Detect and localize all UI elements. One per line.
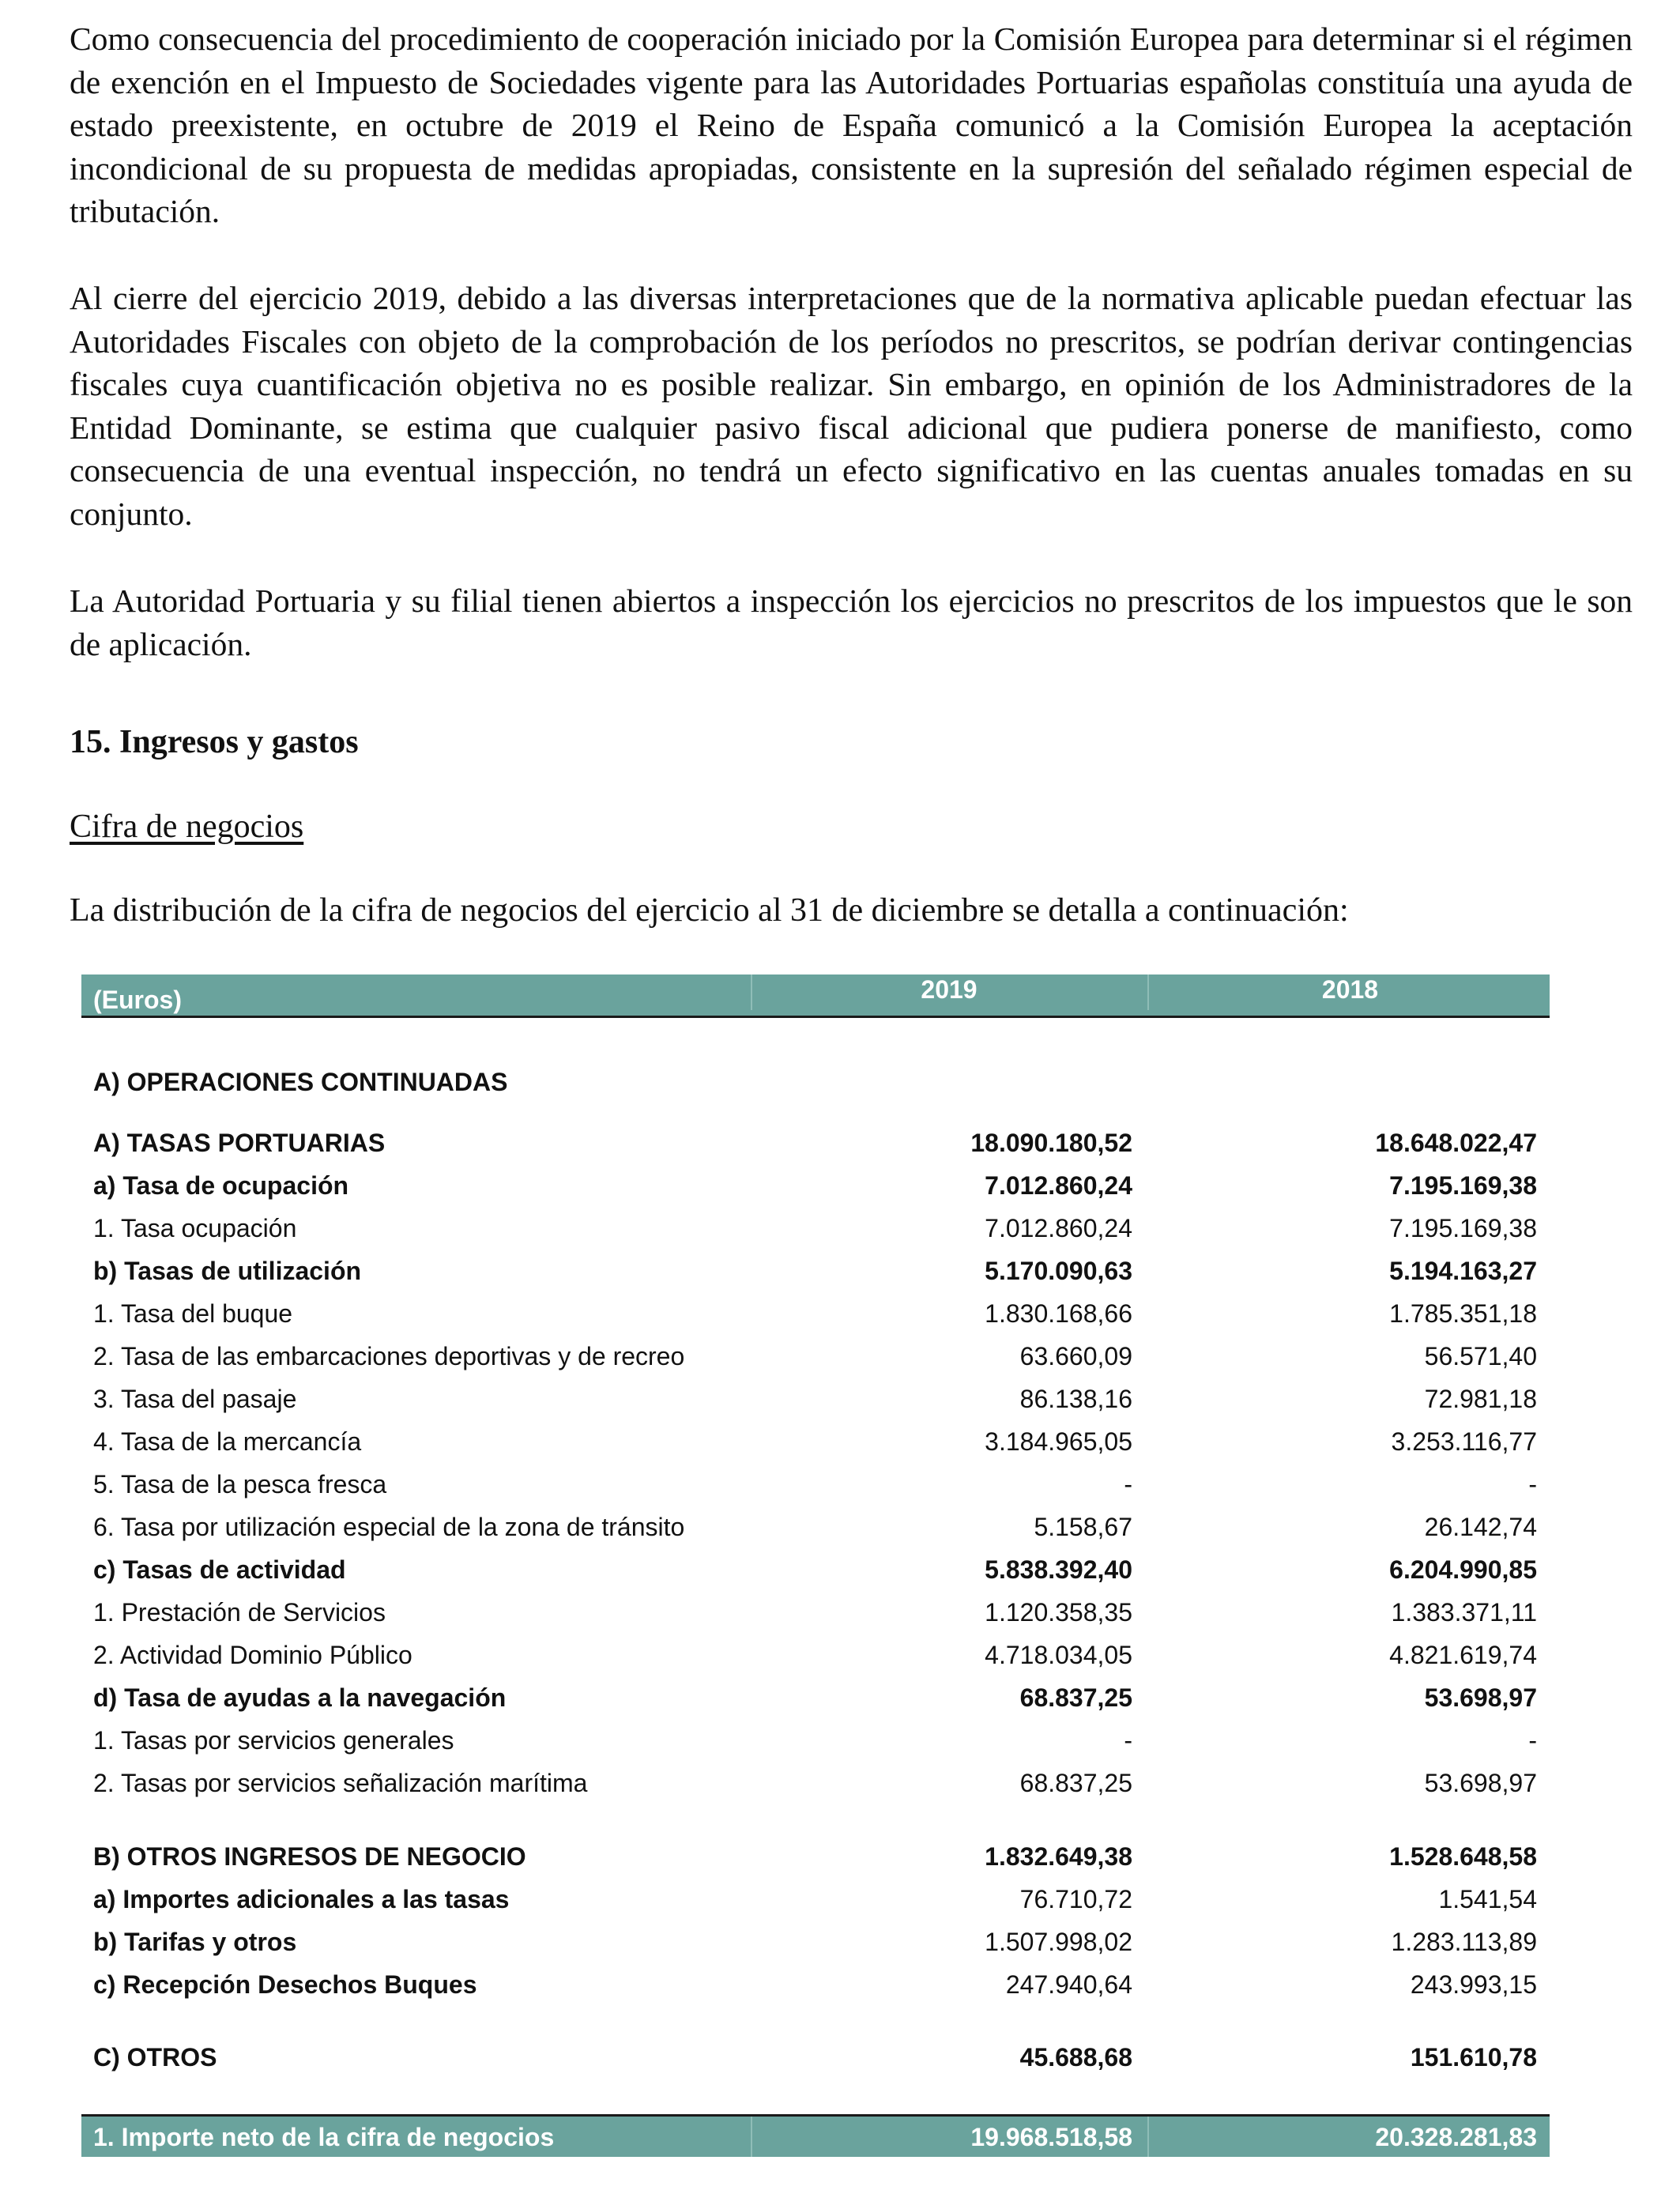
- row-value-2019: 1.832.649,38: [985, 1842, 1132, 1871]
- row-value-2019: -: [1124, 1470, 1132, 1498]
- row-label: A) OPERACIONES CONTINUADAS: [93, 1068, 508, 1096]
- table-row: [81, 1596, 1550, 1628]
- row-value-2019: 18.090.180,52: [970, 1129, 1132, 1157]
- table-row: [81, 1426, 1550, 1457]
- row-value-2019: 3.184.965,05: [985, 1427, 1132, 1456]
- row-value-2019: 5.838.392,40: [985, 1555, 1132, 1584]
- table-total-row: [81, 2114, 1550, 2157]
- row-label: 1. Prestación de Servicios: [93, 1598, 386, 1627]
- column-divider: [1147, 2117, 1149, 2157]
- row-label: 5. Tasa de la pesca fresca: [93, 1470, 387, 1498]
- paragraph-cooperation: Como consecuencia del procedimiento de cooperación iniciado por la Comisión Europea para determinar si el régimen de exención en el Impuesto de Sociedades vigente para las Autoridades Portuarias españolas constituía una ayuda de estado preexistente, en octubre de 2019 el Reino de España comunicó a la Comisión Europea la aceptación incondicional de su propuesta de medidas apropiadas, consistente en la supresión del señalado régimen especial de tributación.: [70, 21, 1633, 229]
- row-value-2018: 5.194.163,27: [1389, 1257, 1537, 1285]
- row-value-2018: 1.785.351,18: [1389, 1299, 1537, 1328]
- row-label: 1. Tasa ocupación: [93, 1214, 297, 1242]
- row-value-2019: -: [1124, 1726, 1132, 1755]
- table-row: [81, 1767, 1550, 1799]
- row-value-2019: 4.718.034,05: [985, 1641, 1132, 1669]
- table-row: [81, 1883, 1550, 1915]
- subheading: Cifra de negocios: [70, 809, 304, 845]
- header-units: (Euros): [93, 986, 182, 1014]
- row-value-2018: 72.981,18: [1424, 1385, 1537, 1413]
- row-value-2018: 53.698,97: [1424, 1769, 1537, 1797]
- row-value-2019: 7.012.860,24: [985, 1171, 1132, 1200]
- paragraph-inspection: La Autoridad Portuaria y su filial tienen abiertos a inspección los ejercicios no prescritos de los impuestos que le son de aplicación.: [70, 582, 1633, 662]
- row-label: 1. Tasas por servicios generales: [93, 1726, 454, 1755]
- row-label: C) OTROS: [93, 2043, 217, 2071]
- row-value-2018: 26.142,74: [1424, 1513, 1537, 1541]
- row-value-2018: 56.571,40: [1424, 1342, 1537, 1370]
- table-row: [81, 1841, 1550, 1872]
- row-value-2019: 76.710,72: [1019, 1885, 1132, 1913]
- total-label: 1. Importe neto de la cifra de negocios: [93, 2123, 555, 2151]
- row-label: d) Tasa de ayudas a la navegación: [93, 1683, 507, 1712]
- table-row: [81, 1255, 1550, 1287]
- row-value-2018: 6.204.990,85: [1389, 1555, 1537, 1584]
- column-divider: [751, 2117, 752, 2157]
- row-value-2018: 7.195.169,38: [1389, 1171, 1537, 1200]
- paragraph-fiscal-contingencies: Al cierre del ejercicio 2019, debido a las diversas interpretaciones que de la normativa aplicable puedan efectuar las Autoridades Fiscales con objeto de la comprobación de los períodos no prescritos, se podrían derivar contingencias fiscales cuya cuantificación objetiva no es posible realizar. Sin embargo, en opinión de los Administradores de la Entidad Dominante, se estima que cualquier pasivo fiscal adicional que pudiera ponerse de manifiesto, como consecuencia de una eventual inspección, no tendrá un efecto significativo en las cuentas anuales tomadas en su conjunto.: [70, 280, 1633, 532]
- row-value-2018: 1.541,54: [1438, 1885, 1537, 1913]
- header-year-2018: 2018: [1147, 974, 1551, 1010]
- row-value-2018: -: [1528, 1726, 1537, 1755]
- table-header: [81, 974, 1550, 1018]
- row-value-2019: 5.170.090,63: [985, 1257, 1132, 1285]
- row-value-2019: 68.837,25: [1019, 1683, 1132, 1712]
- table-row: [81, 1639, 1550, 1671]
- row-value-2018: 3.253.116,77: [1391, 1427, 1537, 1456]
- table-row: [81, 1066, 1550, 1098]
- total-value-2018: 20.328.281,83: [1375, 2123, 1537, 2151]
- row-label: 2. Tasas por servicios señalización marítima: [93, 1769, 588, 1797]
- row-value-2018: -: [1528, 1470, 1537, 1498]
- row-value-2018: 4.821.619,74: [1389, 1641, 1537, 1669]
- row-value-2019: 1.830.168,66: [985, 1299, 1132, 1328]
- row-label: a) Tasa de ocupación: [93, 1171, 349, 1200]
- row-label: a) Importes adicionales a las tasas: [93, 1885, 510, 1913]
- table-row: [81, 1554, 1550, 1585]
- section-heading: 15. Ingresos y gastos: [70, 724, 359, 760]
- row-label: 3. Tasa del pasaje: [93, 1385, 297, 1413]
- row-value-2019: 7.012.860,24: [985, 1214, 1132, 1242]
- table-row: [81, 1926, 1550, 1958]
- row-value-2018: 53.698,97: [1424, 1683, 1537, 1712]
- table-row: [81, 1383, 1550, 1415]
- table-row: [81, 1468, 1550, 1500]
- row-value-2018: 18.648.022,47: [1375, 1129, 1537, 1157]
- row-label: A) TASAS PORTUARIAS: [93, 1129, 386, 1157]
- row-value-2019: 5.158,67: [1034, 1513, 1132, 1541]
- row-value-2019: 63.660,09: [1019, 1342, 1132, 1370]
- row-label: c) Recepción Desechos Buques: [93, 1970, 477, 1999]
- row-value-2018: 7.195.169,38: [1389, 1214, 1537, 1242]
- table-row: [81, 1127, 1550, 1159]
- row-value-2019: 86.138,16: [1019, 1385, 1132, 1413]
- total-value-2019: 19.968.518,58: [970, 2123, 1132, 2151]
- row-label: B) OTROS INGRESOS DE NEGOCIO: [93, 1842, 526, 1871]
- table-row: [81, 1340, 1550, 1372]
- table-row: [81, 1725, 1550, 1756]
- row-value-2019: 247.940,64: [1005, 1970, 1132, 1999]
- row-label: 2. Actividad Dominio Público: [93, 1641, 412, 1669]
- row-label: 1. Tasa del buque: [93, 1299, 293, 1328]
- table-row: [81, 2041, 1550, 2073]
- revenue-table: [81, 974, 1550, 2151]
- row-label: 4. Tasa de la mercancía: [93, 1427, 362, 1456]
- row-value-2019: 45.688,68: [1019, 2043, 1132, 2071]
- table-row: [81, 1212, 1550, 1244]
- table-row: [81, 1170, 1550, 1201]
- table-intro: La distribución de la cifra de negocios del ejercicio al 31 de diciembre se detalla a continuación:: [70, 892, 1349, 929]
- row-value-2019: 68.837,25: [1019, 1769, 1132, 1797]
- row-value-2018: 1.283.113,89: [1391, 1928, 1537, 1956]
- table-row: [81, 1298, 1550, 1329]
- row-label: c) Tasas de actividad: [93, 1555, 346, 1584]
- header-year-2019: 2019: [751, 974, 1146, 1010]
- table-row: [81, 1682, 1550, 1713]
- table-row: [81, 1511, 1550, 1543]
- row-value-2018: 1.528.648,58: [1389, 1842, 1537, 1871]
- table-row: [81, 1969, 1550, 2000]
- row-value-2019: 1.507.998,02: [985, 1928, 1132, 1956]
- row-label: b) Tarifas y otros: [93, 1928, 297, 1956]
- row-value-2018: 1.383.371,11: [1391, 1598, 1537, 1627]
- row-value-2019: 1.120.358,35: [985, 1598, 1132, 1627]
- row-label: 6. Tasa por utilización especial de la zona de tránsito: [93, 1513, 685, 1541]
- row-label: 2. Tasa de las embarcaciones deportivas y de recreo: [93, 1342, 685, 1370]
- row-value-2018: 243.993,15: [1410, 1970, 1537, 1999]
- row-value-2018: 151.610,78: [1410, 2043, 1537, 2071]
- row-label: b) Tasas de utilización: [93, 1257, 362, 1285]
